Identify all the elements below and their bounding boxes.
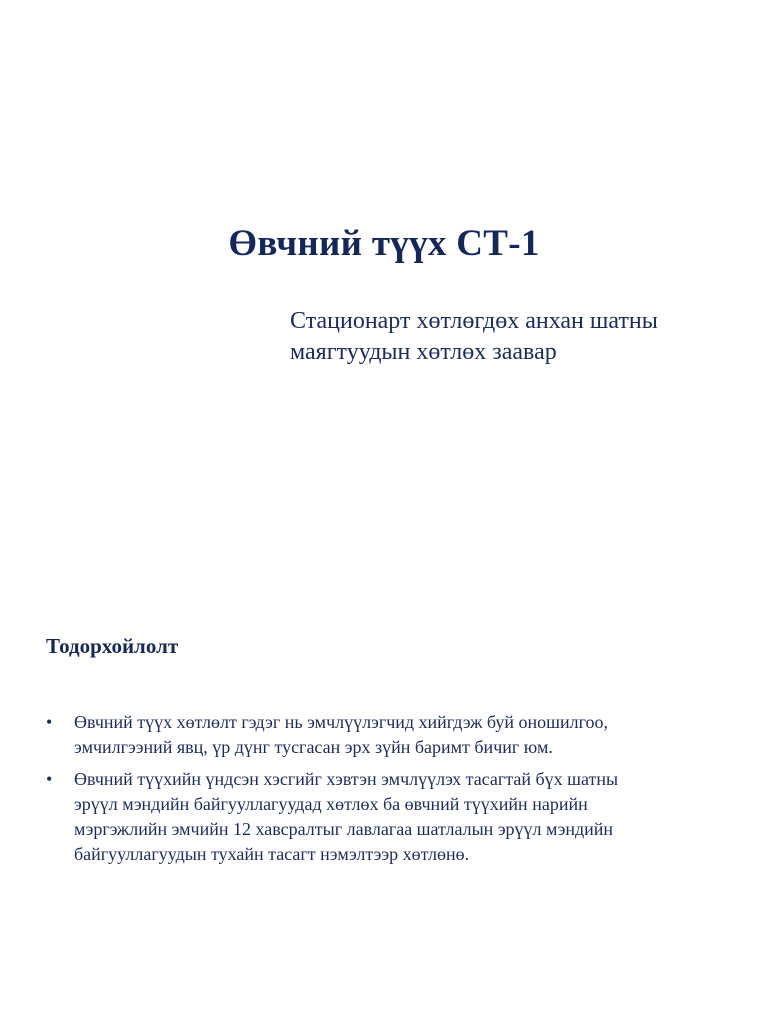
slide-title-heading: Өвчний түүх СТ-1	[228, 223, 540, 264]
bullet-line: эмчилгээний явц, үр дүнг тусгасан эрх зүйн баримт бичиг юм.	[74, 737, 553, 757]
bullet-marker: •	[46, 712, 53, 732]
slide-subtitle	[290, 306, 730, 368]
slide-definition	[0, 590, 768, 1024]
bullet-line: Өвчний түүхийн үндсэн хэсгийг хэвтэн эмчлүүлэх тасагтай бүх шатны	[74, 769, 619, 789]
bullet-marker: •	[46, 769, 53, 789]
subtitle-line: Стационарт хөтлөгдөх анхан шатны	[290, 308, 658, 334]
definition-heading: Тодорхойлолт	[46, 634, 179, 658]
subtitle-line: маягтуудын хөтлөх заавар	[290, 339, 557, 365]
bullet-line: байгууллагуудын тухайн тасагт нэмэлтээр хөтлөнө.	[74, 844, 470, 864]
bullet-item	[46, 710, 736, 760]
bullet-item	[46, 767, 736, 867]
bullet-line: эрүүл мэндийн байгууллагуудад хөтлөх ба өвчний түүхийн нарийн	[74, 794, 588, 814]
bullet-line: Өвчний түүх хөтлөлт гэдэг нь эмчлүүлэгчид хийгдэж буй оношилгоо,	[74, 712, 609, 732]
bullet-list	[46, 710, 736, 874]
bullet-line: мэргэжлийн эмчийн 12 хавсралтыг лавлагаа шатлалын эрүүл мэндийн	[74, 819, 614, 839]
